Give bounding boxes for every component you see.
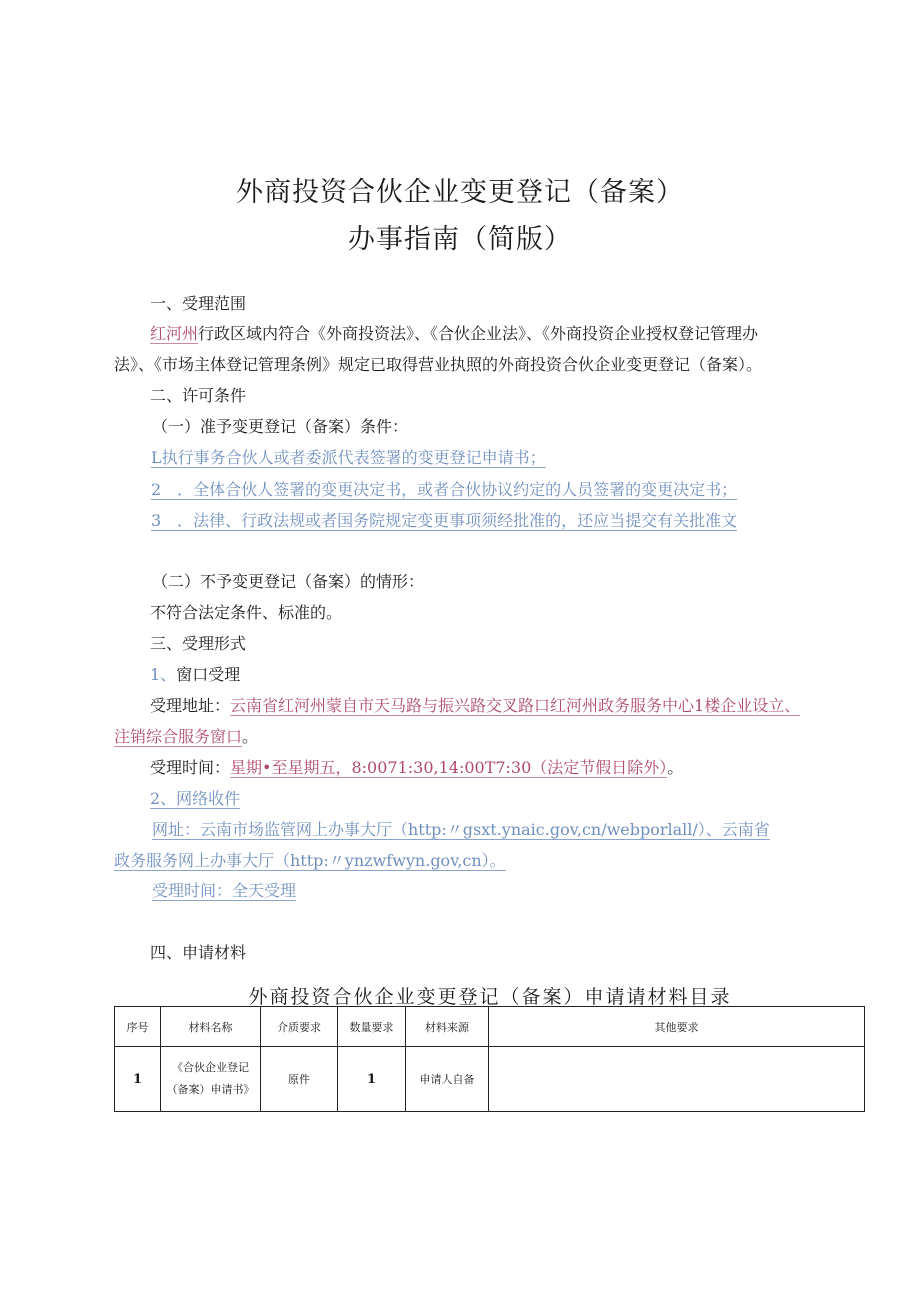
window-acceptance-label xyxy=(150,665,240,685)
condition-item-1-text[interactable]: L执行事务合伙人或者委派代表签署的变更登记申请书； xyxy=(151,448,546,467)
header-qty: 数量要求 xyxy=(338,1007,406,1047)
cell-source: 申请人自备 xyxy=(406,1047,489,1112)
time-value[interactable]: 星期•至星期五，8:0071:30,14:00T7:30（法定节假日除外） xyxy=(230,758,668,777)
online-label[interactable] xyxy=(150,789,240,809)
address-end: 。 xyxy=(242,727,259,746)
cell-other xyxy=(489,1047,865,1112)
time-label: 受理时间： xyxy=(150,758,231,777)
refusal-text: 不符合法定条件、标准的。 xyxy=(150,603,343,622)
scope-region-link[interactable]: 红河州 xyxy=(150,324,199,343)
condition-item-3[interactable] xyxy=(151,511,737,531)
url-link-a[interactable]: 网址：云南市场监管网上办事大厅（http:〃gsxt.ynaic.gov,cn/webporlall/）、云南省 xyxy=(152,820,770,839)
cell-no: 1 xyxy=(115,1047,161,1112)
url-link-b[interactable]: 政务服务网上办事大厅（http:〃ynzwfwyn.gov,cn）。 xyxy=(114,851,506,870)
url-line-2[interactable] xyxy=(114,851,506,871)
page-subtitle: 办事指南（简版） xyxy=(348,224,572,255)
online-time-text[interactable]: 受理时间：全天受理 xyxy=(152,881,297,900)
section1-heading: 一、受理范围 xyxy=(150,294,247,313)
condition-item-1[interactable] xyxy=(151,448,546,468)
table-header-row xyxy=(115,1007,865,1047)
address-line-1 xyxy=(150,696,800,716)
section2-heading: 二、许可条件 xyxy=(150,386,247,405)
window-time-line xyxy=(150,758,683,778)
cell-name xyxy=(161,1047,261,1112)
window-acceptance-text: 窗口受理 xyxy=(176,665,241,684)
condition-item-3-text[interactable]: 3 ．法律、行政法规或者国务院规定变更事项须经批准的，还应当提交有关批准文 xyxy=(151,511,738,530)
address-link-b[interactable]: 注销综合服务窗口 xyxy=(114,727,243,746)
address-label: 受理地址： xyxy=(150,696,231,715)
online-time[interactable] xyxy=(152,881,296,901)
table-title: 外商投资合伙企业变更登记（备案）申请请材料目录 xyxy=(248,986,732,1008)
cell-name-a: 《合伙企业登记 xyxy=(172,1061,249,1074)
header-medium: 介质要求 xyxy=(261,1007,338,1047)
table-row xyxy=(115,1047,865,1112)
cell-name-b: （备案）申请书》 xyxy=(166,1083,255,1096)
section3-heading: 三、受理形式 xyxy=(150,634,247,653)
condition-item-2[interactable] xyxy=(151,480,737,500)
header-source: 材料来源 xyxy=(406,1007,489,1047)
url-line-1[interactable] xyxy=(152,820,770,840)
online-label-text[interactable]: 2、网络收件 xyxy=(150,789,241,808)
address-line-2 xyxy=(114,727,258,747)
materials-table xyxy=(114,1006,865,1112)
scope-text-a: 行政区域内符合《外商投资法》、《合伙企业法》、《外商投资企业授权登记管理办 xyxy=(198,324,759,343)
address-link-a[interactable]: 云南省红河州蒙自市天马路与振兴路交叉路口红河州政务服务中心1楼企业设立、 xyxy=(230,696,801,715)
cell-qty: 1 xyxy=(338,1047,406,1112)
page-title: 外商投资合伙企业变更登记（备案） xyxy=(236,177,684,208)
time-end: 。 xyxy=(667,758,684,777)
section4-heading: 四、申请材料 xyxy=(150,943,247,962)
header-name: 材料名称 xyxy=(161,1007,261,1047)
scope-line-2: 法》、《市场主体登记管理条例》规定已取得营业执照的外商投资合伙企业变更登记（备案）。 xyxy=(114,355,763,374)
cell-medium: 原件 xyxy=(261,1047,338,1112)
window-acceptance-number: 1、 xyxy=(150,665,177,684)
refusal-heading: （二）不予变更登记（备案）的情形： xyxy=(152,572,425,591)
condition-item-2-text[interactable]: 2 ．全体合伙人签署的变更决定书，或者合伙协议约定的人员签署的变更决定书； xyxy=(151,480,738,499)
header-no: 序号 xyxy=(115,1007,161,1047)
scope-line-1 xyxy=(150,324,758,344)
header-other: 其他要求 xyxy=(489,1007,865,1047)
condition-heading: （一）准予变更登记（备案）条件： xyxy=(152,417,409,436)
